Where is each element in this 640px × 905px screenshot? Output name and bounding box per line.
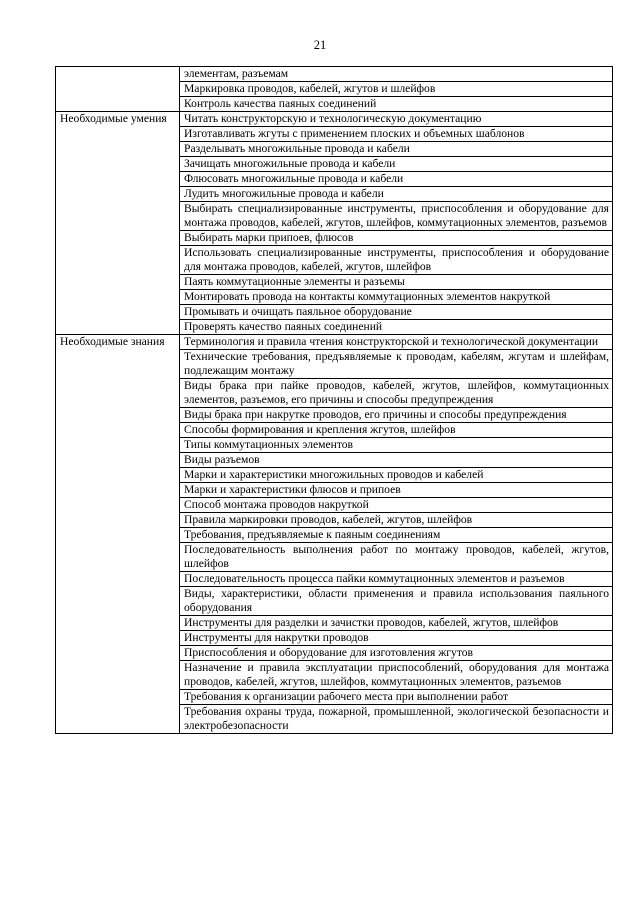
requirement-item: Назначение и правила эксплуатации приспособлений, оборудования для монтажа проводов, кабелей, жгутов, шлейфов, коммутационных элементов, разъемов — [180, 661, 613, 690]
requirement-item: элементам, разъемам — [180, 67, 613, 82]
requirement-item: Требования охраны труда, пожарной, промышленной, экологической безопасности и электробезопасности — [180, 705, 613, 734]
table-row — [56, 112, 613, 127]
category-cell — [56, 67, 180, 112]
requirement-item: Промывать и очищать паяльное оборудование — [180, 305, 613, 320]
requirement-item: Контроль качества паяных соединений — [180, 97, 613, 112]
requirement-item: Выбирать марки припоев, флюсов — [180, 231, 613, 246]
requirements-table — [55, 66, 613, 734]
requirement-item: Способ монтажа проводов накруткой — [180, 498, 613, 513]
table-row — [56, 335, 613, 350]
requirement-item: Использовать специализированные инструменты, приспособления и оборудование для монтажа проводов, кабелей, жгутов, шлейфов — [180, 246, 613, 275]
requirement-item: Способы формирования и крепления жгутов, шлейфов — [180, 423, 613, 438]
requirement-item: Последовательность выполнения работ по монтажу проводов, кабелей, жгутов, шлейфов — [180, 543, 613, 572]
requirement-item: Изготавливать жгуты с применением плоских и объемных шаблонов — [180, 127, 613, 142]
category-cell: Необходимые знания — [56, 335, 180, 734]
requirement-item: Монтировать провода на контакты коммутационных элементов накруткой — [180, 290, 613, 305]
page-number: 21 — [313, 38, 327, 52]
requirement-item: Последовательность процесса пайки коммутационных элементов и разъемов — [180, 572, 613, 587]
requirement-item: Терминология и правила чтения конструкторской и технологической документации — [180, 335, 613, 350]
requirement-item: Марки и характеристики флюсов и припоев — [180, 483, 613, 498]
requirement-item: Лудить многожильные провода и кабели — [180, 187, 613, 202]
requirement-item: Зачищать многожильные провода и кабели — [180, 157, 613, 172]
category-cell: Необходимые умения — [56, 112, 180, 335]
requirement-item: Выбирать специализированные инструменты, приспособления и оборудование для монтажа проводов, кабелей, жгутов, шлейфов, коммутационных элементов, разъемов — [180, 202, 613, 231]
requirement-item: Читать конструкторскую и технологическую документацию — [180, 112, 613, 127]
requirement-item: Паять коммутационные элементы и разъемы — [180, 275, 613, 290]
table-row — [56, 67, 613, 82]
requirement-item: Правила маркировки проводов, кабелей, жгутов, шлейфов — [180, 513, 613, 528]
requirement-item: Требования, предъявляемые к паяным соединениям — [180, 528, 613, 543]
requirement-item: Виды, характеристики, области применения и правила использования паяльного оборудования — [180, 587, 613, 616]
requirement-item: Требования к организации рабочего места при выполнении работ — [180, 690, 613, 705]
requirement-item: Марки и характеристики многожильных проводов и кабелей — [180, 468, 613, 483]
requirement-item: Приспособления и оборудование для изготовления жгутов — [180, 646, 613, 661]
requirement-item: Инструменты для разделки и зачистки проводов, кабелей, жгутов, шлейфов — [180, 616, 613, 631]
requirement-item: Разделывать многожильные провода и кабели — [180, 142, 613, 157]
requirement-item: Виды брака при накрутке проводов, его причины и способы предупреждения — [180, 408, 613, 423]
requirement-item: Типы коммутационных элементов — [180, 438, 613, 453]
requirement-item: Маркировка проводов, кабелей, жгутов и шлейфов — [180, 82, 613, 97]
requirement-item: Флюсовать многожильные провода и кабели — [180, 172, 613, 187]
requirement-item: Технические требования, предъявляемые к проводам, кабелям, жгутам и шлейфам, подлежащим монтажу — [180, 350, 613, 379]
requirement-item: Виды разъемов — [180, 453, 613, 468]
requirement-item: Инструменты для накрутки проводов — [180, 631, 613, 646]
requirement-item: Виды брака при пайке проводов, кабелей, жгутов, шлейфов, коммутационных элементов, разъемов, его причины и способы предупреждения — [180, 379, 613, 408]
requirement-item: Проверять качество паяных соединений — [180, 320, 613, 335]
